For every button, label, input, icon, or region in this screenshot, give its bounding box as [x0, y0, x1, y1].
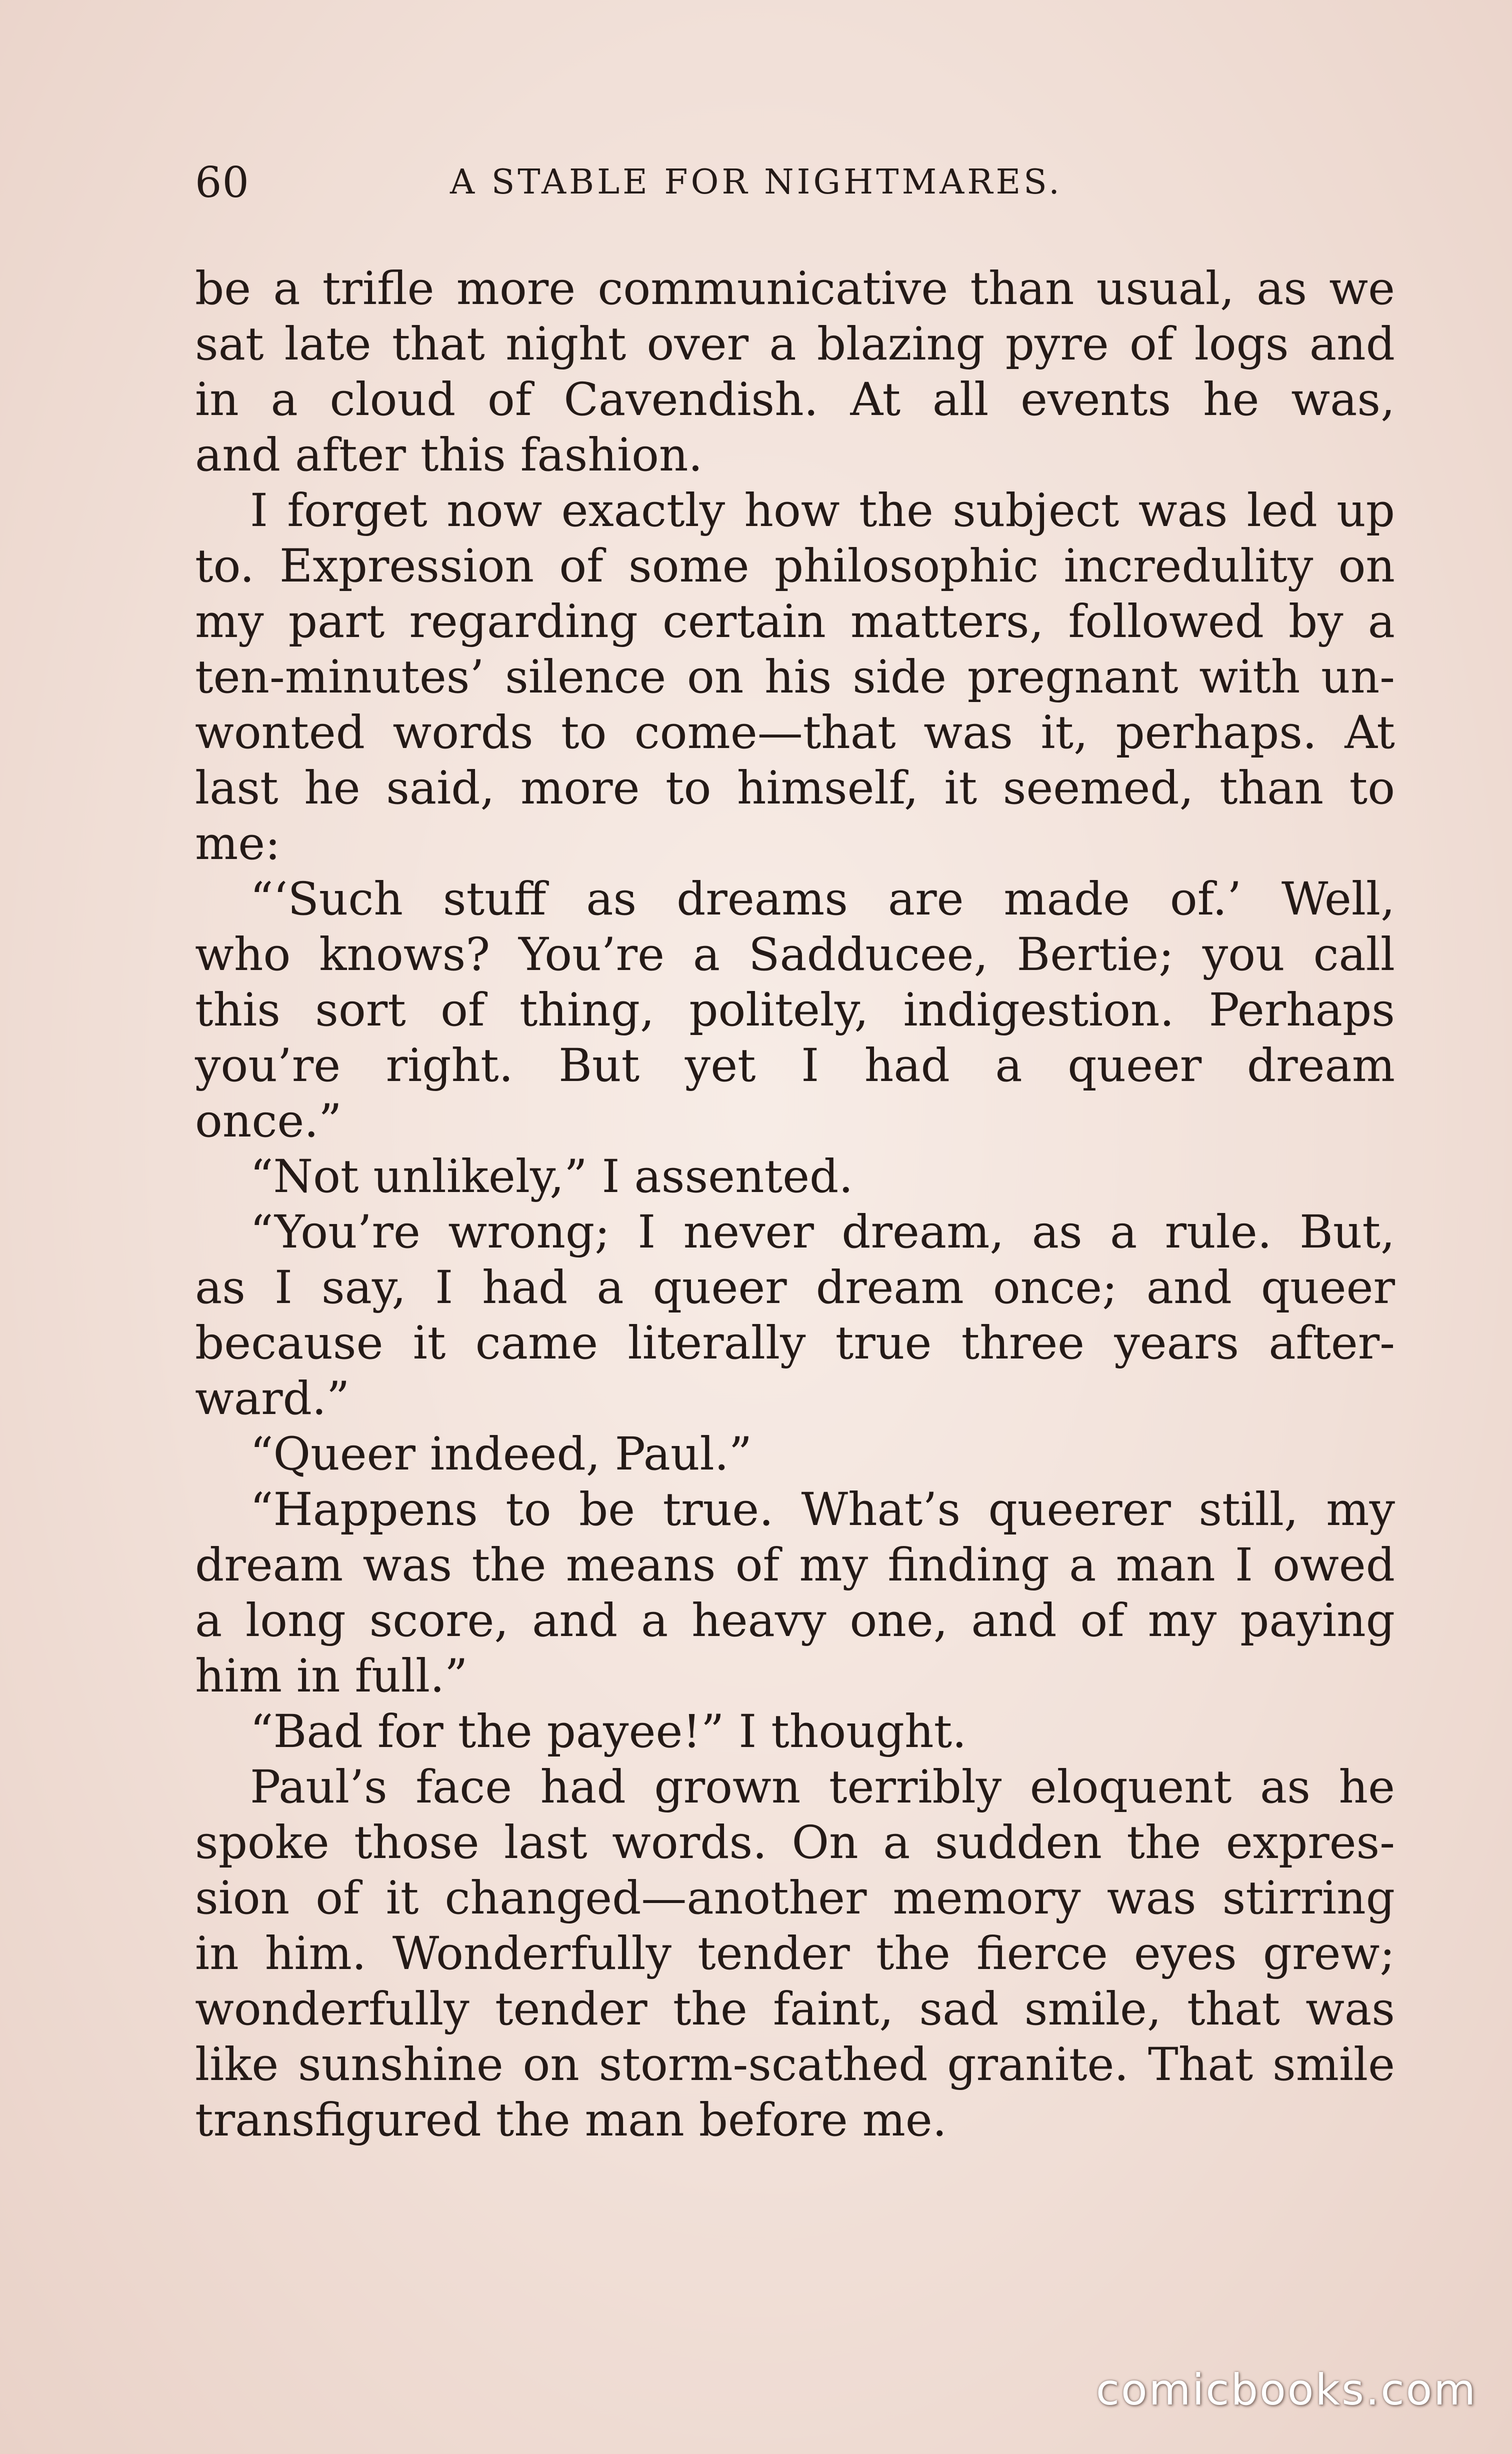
text-line: who knows? You’re a Sadducee, Bertie; you call: [195, 928, 1395, 981]
text-line: me:: [195, 818, 280, 870]
text-line: “‘Such stuff as dreams are made of.’ Well,: [250, 873, 1395, 926]
text-line: transfigured the man before me.: [195, 2094, 947, 2146]
page-number: 60: [195, 158, 250, 207]
text-line: Paul’s face had grown terribly eloquent as he: [250, 1761, 1395, 1814]
page-header: [195, 152, 1135, 212]
text-line: “Bad for the payee!” I thought.: [250, 1706, 967, 1758]
running-title: A STABLE FOR NIGHTMARES.: [450, 162, 1062, 202]
text-line: and after this fashion.: [195, 429, 703, 482]
text-line: be a trifle more communicative than usual, as we: [195, 262, 1395, 315]
watermark: comicbooks.com: [1096, 2365, 1477, 2415]
text-line: as I say, I had a queer dream once; and queer: [195, 1262, 1395, 1314]
text-line: a long score, and a heavy one, and of my paying: [195, 1594, 1395, 1647]
text-line: you’re right. But yet I had a queer dream: [195, 1040, 1395, 1092]
text-line: I forget now exactly how the subject was led up: [250, 484, 1395, 537]
text-line: in a cloud of Cavendish. At all events he was,: [195, 374, 1395, 426]
text-line: ward.”: [195, 1372, 350, 1425]
text-line: dream was the means of my finding a man I owed: [195, 1539, 1395, 1592]
text-line: him in full.”: [195, 1650, 468, 1702]
text-line: “You’re wrong; I never dream, as a rule. But,: [250, 1206, 1395, 1258]
text-line: “Queer indeed, Paul.”: [250, 1428, 752, 1480]
text-line: “Not unlikely,” I assented.: [250, 1150, 854, 1203]
text-line: once.”: [195, 1095, 342, 1148]
text-line: like sunshine on storm-scathed granite. That smile: [195, 2038, 1395, 2091]
text-line: sat late that night over a blazing pyre of logs and: [195, 318, 1395, 370]
text-line: spoke those last words. On a sudden the expres-: [195, 1816, 1395, 1869]
text-line: sion of it changed—another memory was stirring: [195, 1872, 1395, 1924]
text-line: last he said, more to himself, it seemed, than to: [195, 762, 1395, 814]
body-text: [195, 261, 1395, 2148]
text-line: wonted words to come—that was it, perhaps. At: [195, 706, 1395, 759]
text-line: this sort of thing, politely, indigestion. Perhaps: [195, 984, 1395, 1036]
text-line: to. Expression of some philosophic incredulity on: [195, 540, 1395, 592]
text-line: ten-minutes’ silence on his side pregnant with un-: [195, 651, 1395, 704]
text-line: because it came literally true three years after-: [195, 1317, 1395, 1370]
text-line: wonderfully tender the faint, sad smile, that was: [195, 1983, 1395, 2036]
text-line: “Happens to be true. What’s queerer still, my: [250, 1484, 1395, 1536]
text-line: in him. Wonderfully tender the fierce eyes grew;: [195, 1928, 1395, 1980]
text-line: my part regarding certain matters, followed by a: [195, 596, 1395, 648]
